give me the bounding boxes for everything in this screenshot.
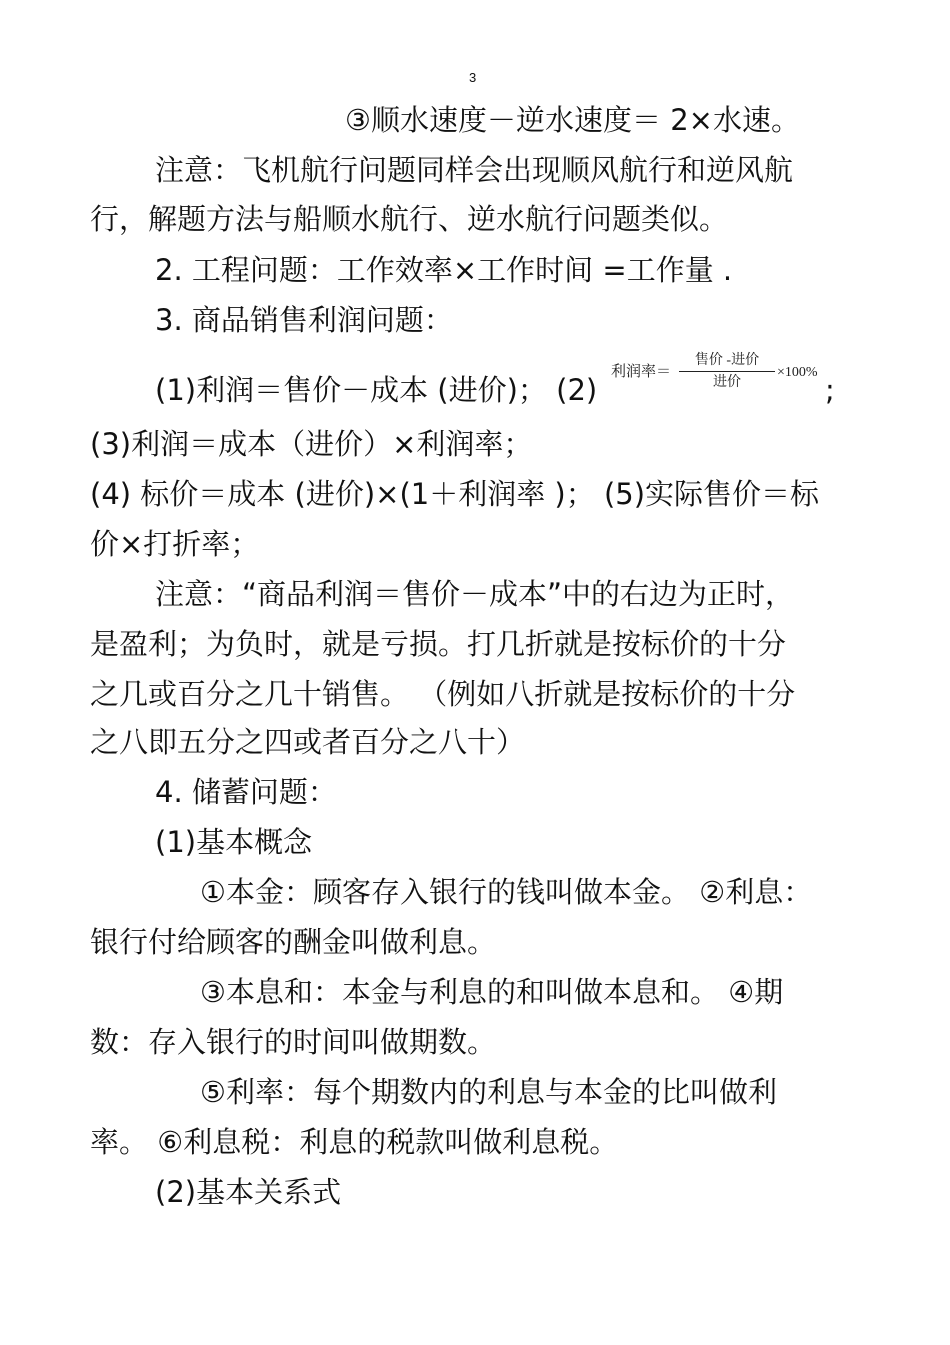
formula-fraction (679, 352, 775, 392)
text-line: (1)利润＝售价－成本 (进价)； (2) (155, 373, 598, 407)
formula-lhs: 利润率＝ (611, 364, 672, 380)
text-line: (1)基本概念 (155, 825, 313, 859)
formula-numerator: 售价 -进价 (694, 353, 760, 368)
text-line: 之几或百分之几十销售。 （例如八折就是按标价的十分 (90, 677, 796, 711)
fraction-bar (679, 371, 775, 372)
text-line: ①本金：顾客存入银行的钱叫做本金。 ②利息： (200, 875, 813, 909)
text-line: 价×打折率； (90, 527, 260, 561)
text-line: 数：存入银行的时间叫做期数。 (90, 1025, 497, 1059)
formula-multiplier: ×100% (777, 365, 818, 380)
text-line: 率。 ⑥利息税：利息的税款叫做利息税。 (90, 1125, 619, 1159)
text-line: ; (825, 373, 835, 407)
page-number: 3 (469, 70, 477, 85)
text-line: (3)利润＝成本（进价）×利润率； (90, 427, 533, 461)
text-line: 4. 储蓄问题： (155, 775, 337, 809)
text-line: 银行付给顾客的酬金叫做利息。 (90, 925, 497, 959)
text-line: (4) 标价＝成本 (进价)×(1＋利润率 )； (5)实际售价＝标 (90, 477, 820, 511)
text-line: 3. 商品销售利润问题： (155, 303, 453, 337)
text-line: ⑤利率：每个期数内的利息与本金的比叫做利 (200, 1075, 777, 1109)
text-line: 是盈利；为负时，就是亏损。打几折就是按标价的十分 (90, 627, 787, 661)
text-line: 2. 工程问题：工作效率×工作时间 =工作量 . (155, 253, 733, 287)
text-line: (2)基本关系式 (155, 1175, 342, 1209)
text-line: 之八即五分之四或者百分之八十） (90, 725, 526, 759)
text-line: ③本息和：本金与利息的和叫做本息和。 ④期 (200, 975, 784, 1009)
text-line: 注意：飞机航行问题同样会出现顺风航行和逆风航 (155, 153, 794, 187)
text-line: 行，解题方法与船顺水航行、逆水航行问题类似。 (90, 202, 729, 236)
formula-denominator: 进价 (713, 375, 741, 390)
text-line: ③顺水速度－逆水速度＝ 2×水速。 (345, 103, 800, 137)
text-line: 注意：“商品利润＝售价－成本”中的右边为正时， (155, 577, 795, 611)
